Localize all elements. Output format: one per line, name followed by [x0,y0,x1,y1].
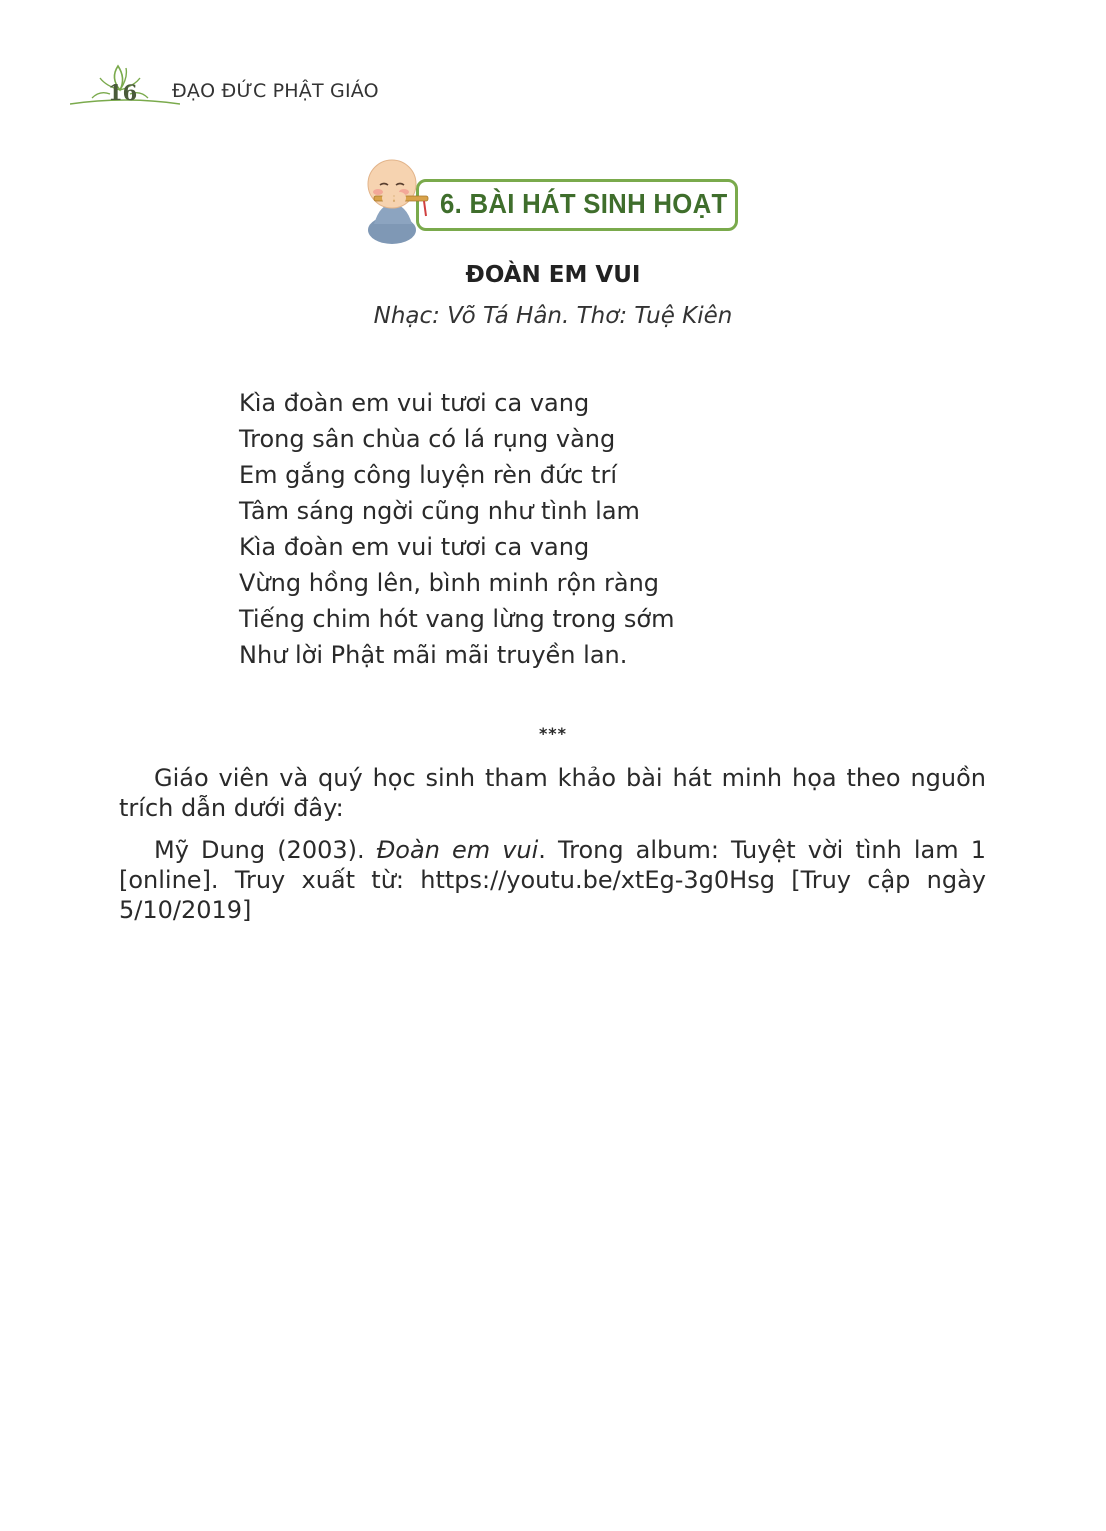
verse-line: Kìa đoàn em vui tươi ca vang [239,389,590,417]
section-separator: *** [538,724,568,743]
intro-paragraph: Giáo viên và quý học sinh tham khảo bài hát minh họa theo nguồn trích dẫn dưới đây: [119,764,986,822]
reference-title: Đoàn em vui [376,836,539,864]
song-verse [239,385,674,673]
monk-playing-flute-icon [360,152,440,246]
running-title: ĐẠO ĐỨC PHẬT GIÁO [172,80,379,102]
verse-line: Trong sân chùa có lá rụng vàng [239,425,616,453]
reference-paragraph [119,835,986,925]
verse-line: Tâm sáng ngời cũng như tình lam [239,497,640,525]
song-credits: Nhạc: Võ Tá Hân. Thơ: Tuệ Kiên [373,303,733,329]
verse-line: Vừng hồng lên, bình minh rộn ràng [239,569,660,597]
verse-line: Kìa đoàn em vui tươi ca vang [239,533,590,561]
song-title: ĐOÀN EM VUI [465,262,641,288]
reference-details: . Trong album: Tuyệt vời tình lam 1 [online]. Truy xuất từ: https://youtu.be/xtEg-3g0Hsg [Truy cập ngày 5/10/2019] [119,836,986,924]
verse-line: Tiếng chim hót vang lừng trong sớm [239,605,675,633]
page-number: 16 [108,80,138,105]
section-title: 6. BÀI HÁT SINH HOẠT [440,188,728,219]
verse-line: Em gắng công luyện rèn đức trí [239,461,617,489]
verse-line: Như lời Phật mãi mãi truyền lan. [239,641,628,669]
reference-author: Mỹ Dung (2003). [154,836,377,864]
